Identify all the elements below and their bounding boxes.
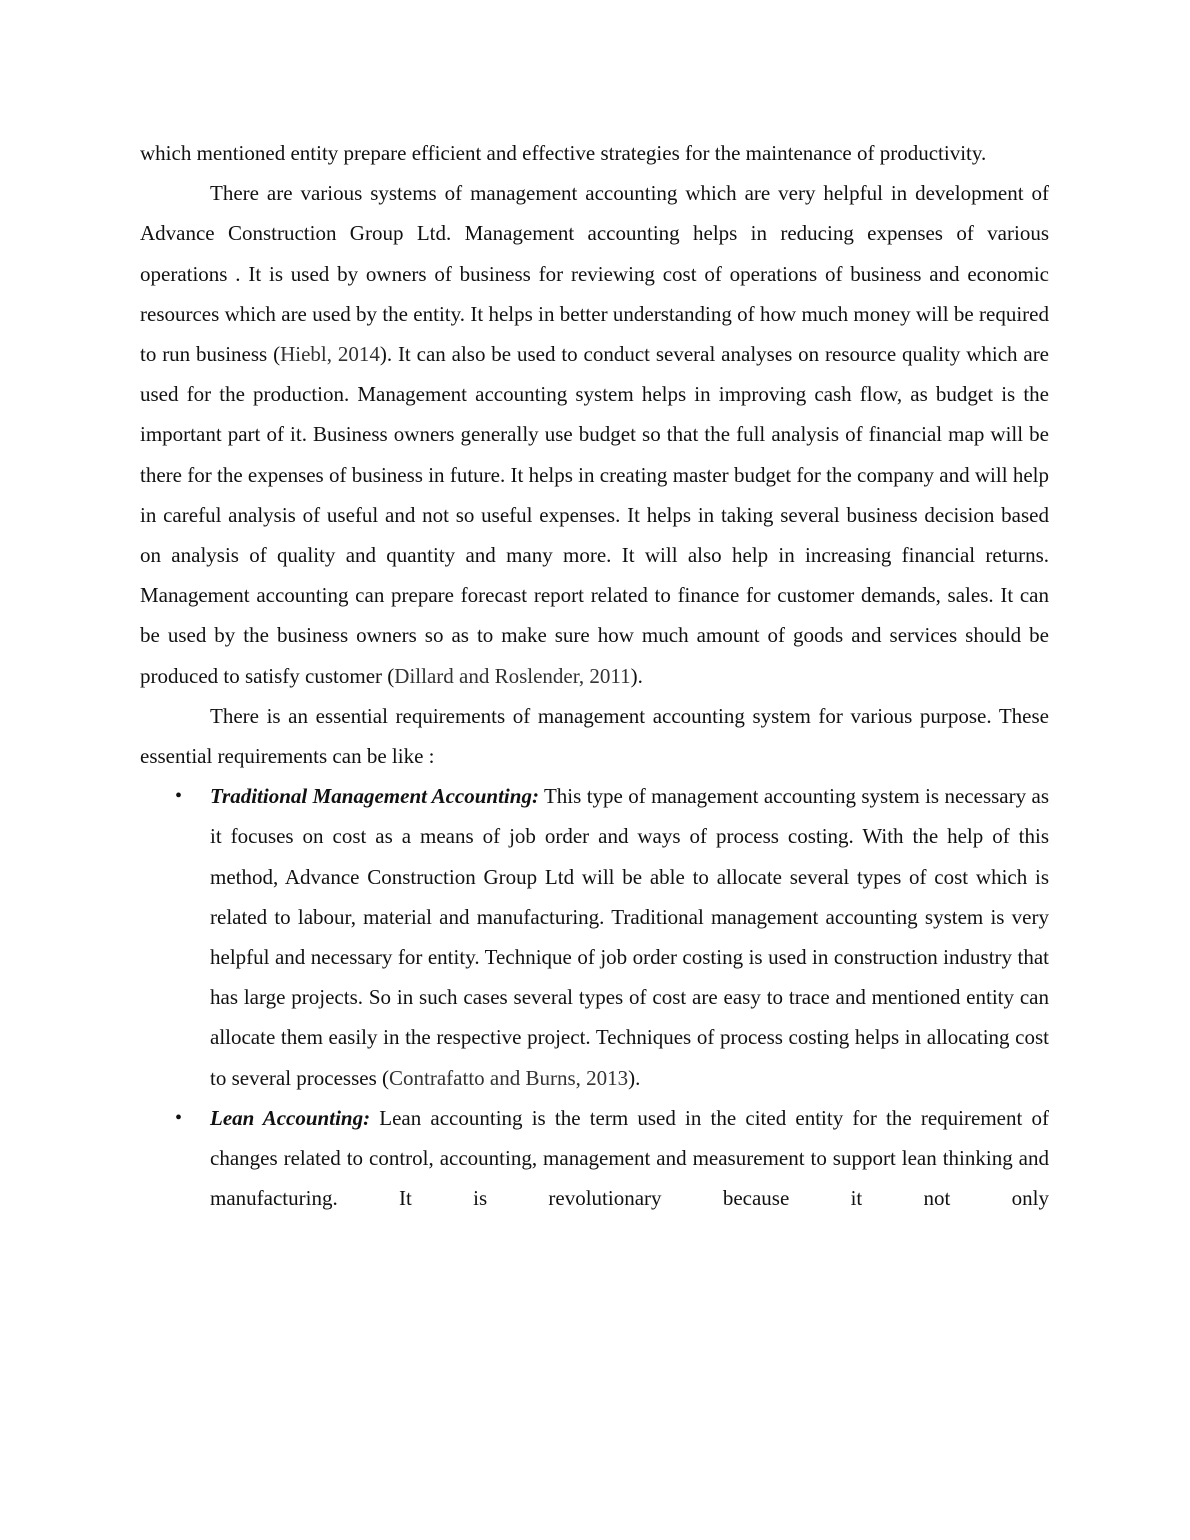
list-item-text: Lean accounting is the term used in the cited entity for the requirement of changes related to control, accounting, management and measurement to support lean thinking and manufacturing. It is revolutionary because it not only [210, 1105, 1049, 1211]
requirements-list [140, 776, 1049, 1218]
citation-dillard-roslender: Dillard and Roslender, 2011 [394, 663, 631, 688]
paragraph-continuation: which mentioned entity prepare efficient and effective strategies for the maintenance of productivity. [140, 141, 987, 165]
list-item [140, 1098, 1049, 1219]
list-item-term: Lean Accounting: [210, 1105, 371, 1130]
paragraph-text: ). [630, 663, 643, 688]
list-item [140, 776, 1049, 1098]
paragraph-management-accounting-systems [140, 173, 1049, 696]
paragraph-text: There are various systems of management accounting which are very helpful in development of Advance Construction Group Ltd. Management accounting helps in reducing expenses of various operations . It is used by owners of business for reviewing cost of operations of business and economic resources which are used by the entity. It helps in better understanding of how much money will be required to run business ( [140, 181, 1049, 367]
bullet-icon: • [175, 1106, 183, 1129]
list-item-term: Traditional Management Accounting: [210, 784, 539, 809]
citation-contrafatto-burns: Contrafatto and Burns, 2013 [389, 1065, 629, 1090]
paragraph-essential-requirements: There is an essential requirements of management accounting system for various purpose. These essential requirements can be like : [140, 703, 1049, 769]
citation-hiebl: Hiebl, 2014 [280, 342, 380, 367]
list-item-text: This type of management accounting system is necessary as it focuses on cost as a means of job order and ways of process costing. With the help of this method, Advance Construction Group Ltd will be able to allocate several types of cost which is related to labour, material and manufacturing. Traditional management accounting system is very helpful and necessary for entity. Technique of job order costing is used in construction industry that has large projects. So in such cases several types of cost are easy to trace and mentioned entity can allocate them easily in the respective project. Techniques of process costing helps in allocating cost to several processes ( [210, 784, 1049, 1090]
document-page [140, 133, 1049, 1218]
bullet-icon: • [175, 785, 183, 808]
paragraph-text: ). It can also be used to conduct several analyses on resource quality which are used for the production. Management accounting system helps in improving cash flow, as budget is the important part of it. Business owners generally use budget so that the full analysis of financial map will be there for the expenses of business in future. It helps in creating master budget for the company and will help in careful analysis of useful and not so useful expenses. It helps in taking several business decision based on analysis of quality and quantity and many more. It will also help in increasing financial returns. Management accounting can prepare forecast report related to finance for customer demands, sales. It can be used by the business owners so as to make sure how much amount of goods and services should be produced to satisfy customer ( [140, 342, 1050, 688]
list-item-text-end: ). [628, 1065, 641, 1090]
